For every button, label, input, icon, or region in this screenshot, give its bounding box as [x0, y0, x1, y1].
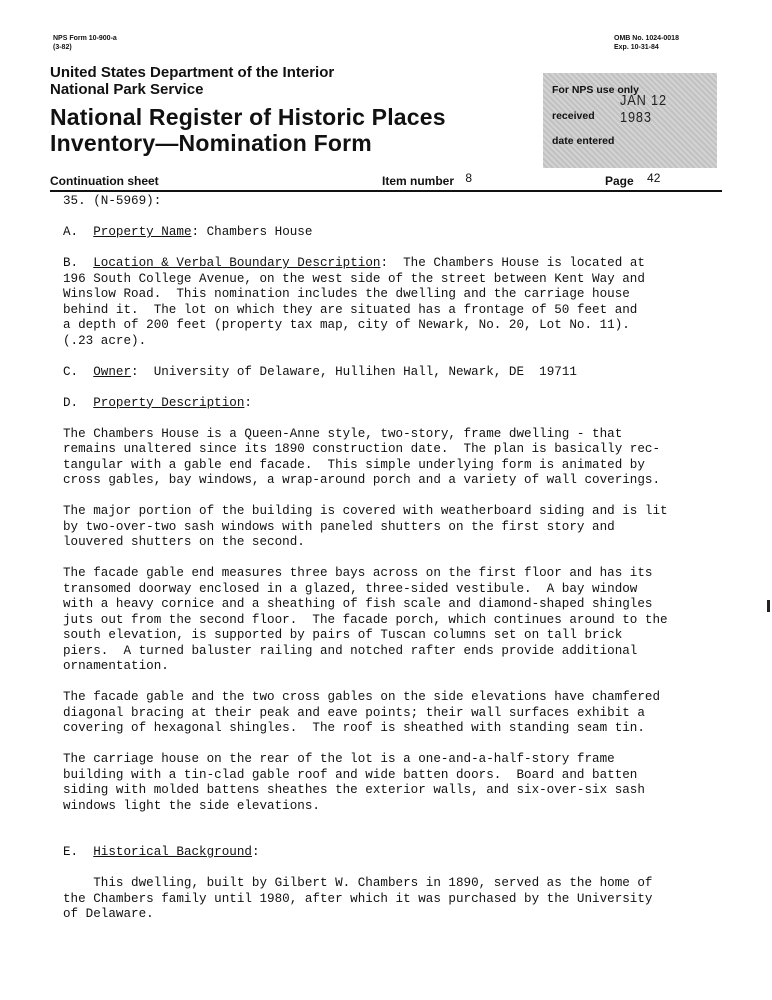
entry-number: 35. (N-5969): — [63, 194, 162, 208]
form-revision: (3-82) — [53, 44, 72, 51]
text-line: remains unaltered since its 1890 construction date. The plan is basically rec- — [63, 442, 661, 456]
received-label: received — [552, 110, 595, 122]
text-line: The Chambers House is a Queen-Anne style, two-story, frame dwelling - that — [63, 426, 623, 441]
section-value: : Chambers House — [191, 225, 313, 239]
text-line: juts out from the second floor. The facade porch, which continues around to the — [63, 612, 668, 627]
section-value: : University of Delaware, Hullihen Hall, Newark, DE 19711 — [131, 364, 577, 379]
text-line: The facade gable and the two cross gables on the side elevations have chamfered — [63, 690, 661, 704]
page-label: Page — [605, 174, 634, 188]
text-line: of Delaware. — [63, 907, 154, 921]
text-line: This dwelling, built by Gilbert W. Chambers in 1890, served as the home of — [63, 876, 653, 890]
text-line: diagonal bracing at their peak and eave points; their wall surfaces exhibit a — [63, 705, 645, 720]
text-line: louvered shutters on the second. — [63, 535, 305, 549]
section-heading: Owner — [93, 364, 132, 379]
omb-block — [614, 34, 679, 52]
text-line: windows light the side elevations. — [63, 798, 320, 813]
expiration-date: Exp. 10-31-84 — [614, 44, 659, 51]
section-a — [63, 225, 703, 241]
section-letter: E. — [63, 845, 79, 859]
received-date-stamp: JAN 12 1983 — [620, 92, 667, 126]
section-letter: B. — [63, 256, 79, 270]
section-colon: : — [244, 395, 252, 410]
text-line: with a heavy cornice and a sheathing of fish scale and diamond-shaped shingles — [63, 597, 653, 611]
item-number-label: Item number — [382, 174, 455, 188]
text-line: siding with molded battens sheathes the exterior walls, and six-over-six sash — [63, 783, 645, 797]
page-field — [605, 171, 661, 188]
form-number: NPS Form 10-900-a — [53, 35, 117, 42]
text-line: tangular with a gable end facade. This simple underlying form is animated by — [63, 457, 645, 472]
section-heading: Property Name — [93, 225, 192, 239]
section-heading: Historical Background — [93, 845, 252, 859]
department-name: United States Department of the Interior — [50, 64, 335, 81]
text-line: south elevation, is supported by pairs of Tuscan columns set on tall brick — [63, 628, 623, 642]
text-line: behind it. The lot on which they are situated has a frontage of 50 feet and — [63, 302, 638, 317]
section-value: : The Chambers House is located at — [380, 256, 645, 270]
section-colon: : — [251, 845, 260, 859]
text-line: The facade gable end measures three bays across on the first floor and has its — [63, 566, 653, 580]
nps-use-only-box — [543, 73, 717, 168]
text-line: The major portion of the building is covered with weatherboard siding and is lit — [63, 504, 668, 518]
section-heading: Property Description — [93, 395, 245, 410]
text-line: transomed doorway enclosed in a glazed, three-sided vestibule. A bay window — [63, 581, 638, 596]
text-line: ornamentation. — [63, 659, 169, 673]
form-title — [50, 104, 446, 156]
text-line: The carriage house on the rear of the lot is a one-and-a-half-story frame — [63, 752, 615, 766]
section-b — [63, 256, 703, 272]
date-entered-label: date entered — [552, 135, 615, 147]
text-line: covering of hexagonal shingles. The roof is sheathed with standing seam tin. — [63, 721, 645, 735]
text-line: 196 South College Avenue, on the west side of the street between Kent Way and — [63, 271, 645, 286]
section-e — [63, 845, 703, 861]
text-line: a depth of 200 feet (property tax map, city of Newark, No. 20, Lot No. 11). — [63, 318, 630, 332]
item-number-value: 8 — [465, 171, 473, 185]
form-title-line1: National Register of Historic Places — [50, 104, 446, 130]
form-identifier — [53, 34, 117, 52]
section-d — [63, 396, 703, 412]
section-c — [63, 365, 703, 381]
service-name: National Park Service — [50, 81, 204, 98]
section-letter: D. — [63, 395, 79, 410]
section-letter: A. — [63, 225, 79, 239]
nps-use-only-label: For NPS use only — [552, 84, 639, 96]
nomination-body — [63, 194, 703, 923]
section-heading: Location & Verbal Boundary Description — [93, 256, 381, 270]
page-number-value: 42 — [647, 171, 661, 185]
text-line: the Chambers family until 1980, after which it was purchased by the University — [63, 891, 653, 906]
section-letter: C. — [63, 364, 79, 379]
text-line: by two-over-two sash windows with paneled shutters on the first story and — [63, 519, 615, 534]
form-title-line2: Inventory—Nomination Form — [50, 130, 372, 156]
text-line: building with a tin-clad gable roof and wide batten doors. Board and batten — [63, 767, 638, 782]
text-line: cross gables, bay windows, a wrap-around porch and a variety of wall coverings. — [63, 473, 661, 487]
omb-number: OMB No. 1024-0018 — [614, 35, 679, 42]
text-line: piers. A turned baluster railing and notched rafter ends provide additional — [63, 643, 638, 658]
agency-heading — [50, 64, 334, 98]
text-line: Winslow Road. This nomination includes the dwelling and the carriage house — [63, 287, 630, 301]
header-rule — [50, 190, 722, 192]
margin-mark — [767, 600, 770, 612]
continuation-sheet-label: Continuation sheet — [50, 174, 159, 188]
item-number-field — [382, 171, 473, 188]
text-line: (.23 acre). — [63, 333, 147, 348]
